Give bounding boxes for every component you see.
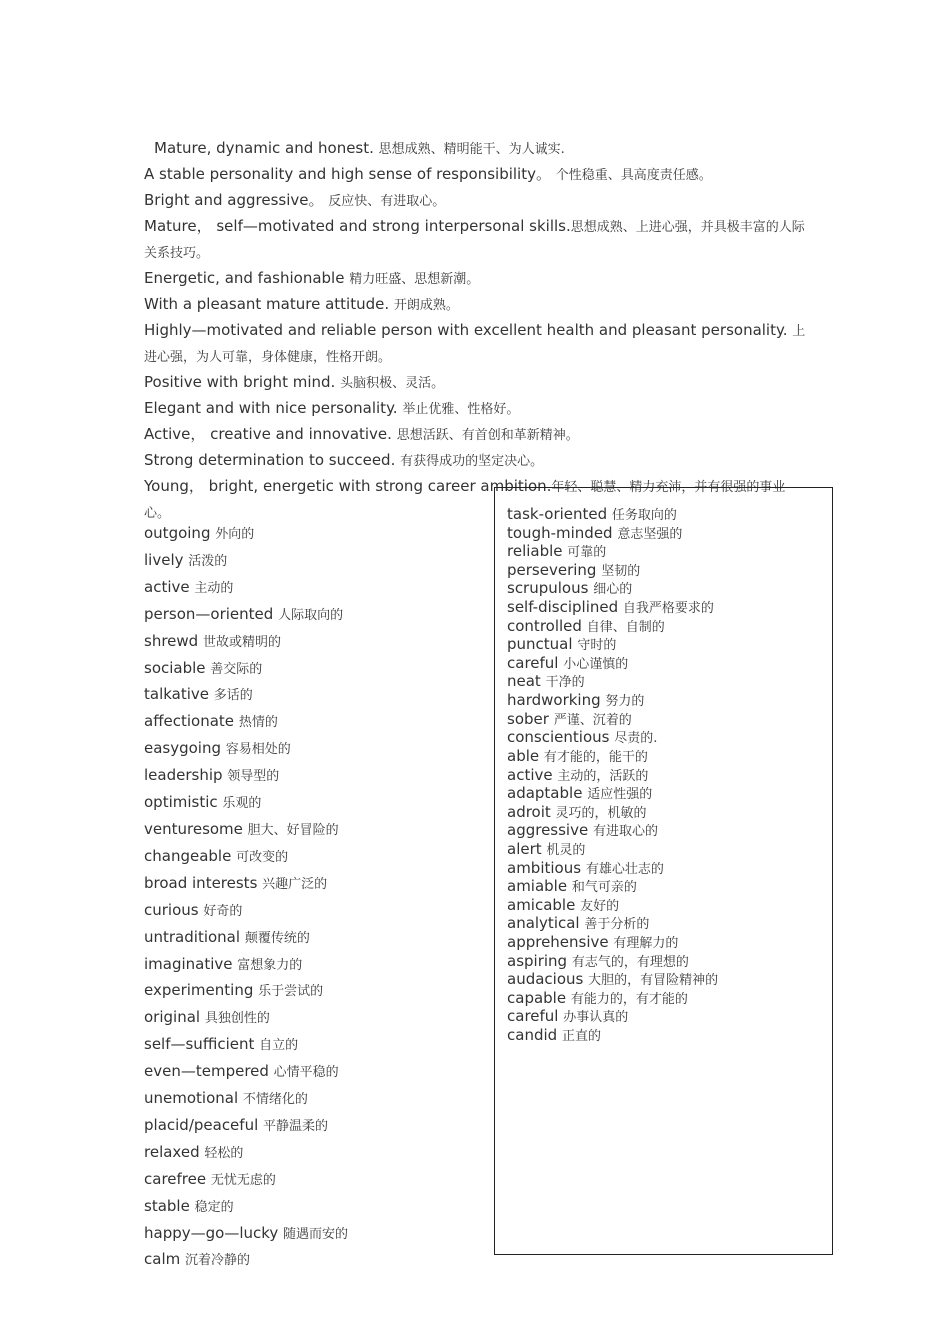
phrase-line-english: Highly—motivated and reliable person with excellent health and pleasant personality. xyxy=(144,321,793,339)
box-word-item xyxy=(507,878,718,897)
left-word-item xyxy=(144,1113,484,1140)
left-word-item-chinese: 富想象力的 xyxy=(237,957,303,973)
left-word-item-english: lively xyxy=(144,550,189,569)
left-word-item-english: talkative xyxy=(144,685,214,704)
box-word-item-english: adroit xyxy=(507,802,556,821)
box-word-item-english: apprehensive xyxy=(507,932,614,951)
box-word-item xyxy=(507,915,718,934)
box-word-item-english: controlled xyxy=(507,616,587,635)
box-word-item-chinese: 干净的 xyxy=(545,675,585,691)
box-word-item-chinese: 严谨、沉着的 xyxy=(553,712,632,728)
left-word-item-english: leadership xyxy=(144,766,228,785)
box-word-item-english: scrupulous xyxy=(507,579,594,598)
phrase-line xyxy=(144,396,808,422)
left-word-item-chinese: 自立的 xyxy=(259,1038,299,1054)
box-word-item-english: self-disciplined xyxy=(507,597,623,616)
box-word-item xyxy=(507,655,714,674)
left-word-item xyxy=(144,548,484,575)
phrase-line-chinese: 思想活跃、有首创和革新精神。 xyxy=(396,428,579,443)
phrase-line-chinese: 反应快、有进取心。 xyxy=(328,194,446,209)
box-word-item-chinese: 任务取向的 xyxy=(611,508,677,523)
left-word-item xyxy=(144,1032,484,1059)
left-word-item-chinese: 世故或精明的 xyxy=(202,634,281,650)
left-word-item-english: imaginative xyxy=(144,954,238,973)
left-word-item-chinese: 好奇的 xyxy=(203,903,243,919)
word-box-list-2 xyxy=(507,748,718,1046)
left-word-item xyxy=(144,817,484,844)
left-word-item xyxy=(144,1005,484,1032)
box-word-item-english: audacious xyxy=(507,970,589,989)
box-word-item xyxy=(507,543,714,562)
box-word-item-chinese: 意志坚强的 xyxy=(617,526,683,542)
left-word-item-english: person—oriented xyxy=(144,604,279,623)
box-word-item-chinese: 尽责的. xyxy=(614,731,658,747)
box-word-item-english: candid xyxy=(507,1025,562,1044)
phrase-line xyxy=(144,214,808,266)
phrase-line-english: Positive with bright mind. xyxy=(144,373,341,391)
left-word-item xyxy=(144,871,484,898)
box-word-item xyxy=(507,785,718,804)
box-word-item xyxy=(507,767,718,786)
left-word-item-english: broad interests xyxy=(144,873,263,892)
box-word-item xyxy=(507,860,718,879)
left-word-item xyxy=(144,952,484,979)
box-word-item xyxy=(507,580,714,599)
box-word-item-english: able xyxy=(507,747,544,765)
phrase-line xyxy=(144,370,808,396)
box-word-item-chinese: 细心的 xyxy=(593,582,633,598)
box-word-item-chinese: 自律、自制的 xyxy=(586,619,665,635)
box-word-item xyxy=(507,748,718,767)
box-word-item-english: careful xyxy=(507,1007,564,1026)
box-word-item-english: task-oriented xyxy=(507,505,612,523)
box-word-item xyxy=(507,525,714,544)
left-word-item-english: calm xyxy=(144,1250,185,1269)
box-word-item-english: adaptable xyxy=(507,784,588,803)
box-word-item xyxy=(507,711,714,730)
phrase-line-english: Strong determination to succeed. xyxy=(144,451,401,469)
box-word-item xyxy=(507,822,718,841)
left-word-list xyxy=(144,521,484,1274)
box-word-item xyxy=(507,673,714,692)
box-word-item-english: amiable xyxy=(507,877,572,896)
box-word-item xyxy=(507,506,714,525)
box-word-item-chinese: 有才能的，能干的 xyxy=(543,750,648,765)
phrase-line-chinese: 个性稳重、具高度责任感。 xyxy=(555,168,712,183)
left-word-item-english: untraditional xyxy=(144,927,245,946)
left-word-item-chinese: 随遇而安的 xyxy=(283,1226,349,1242)
box-word-item-chinese: 有进取心的 xyxy=(592,824,658,840)
left-word-item xyxy=(144,656,484,683)
phrase-line-chinese: 开朗成熟。 xyxy=(393,298,459,313)
left-word-item-english: outgoing xyxy=(144,524,216,542)
left-word-item-english: relaxed xyxy=(144,1142,205,1161)
box-word-item-english: reliable xyxy=(507,542,568,561)
left-word-item-english: affectionate xyxy=(144,712,239,731)
box-word-item-chinese: 有能力的，有才能的 xyxy=(570,991,688,1007)
left-word-item-english: original xyxy=(144,1008,205,1027)
box-word-item-chinese: 正直的 xyxy=(561,1028,601,1044)
phrase-line-english: Mature, dynamic and honest. xyxy=(154,139,379,157)
left-word-item-chinese: 热情的 xyxy=(238,715,278,731)
phrase-line-english: Elegant and with nice personality. xyxy=(144,399,403,417)
box-word-item xyxy=(507,934,718,953)
left-word-item-chinese: 容易相处的 xyxy=(225,742,291,758)
left-word-item-chinese: 轻松的 xyxy=(204,1145,244,1161)
left-word-item-chinese: 平静温柔的 xyxy=(263,1118,329,1134)
left-word-item-chinese: 善交际的 xyxy=(210,661,263,677)
left-word-item xyxy=(144,575,484,602)
left-word-item-chinese: 心情平稳的 xyxy=(273,1065,339,1081)
box-word-item-english: ambitious xyxy=(507,858,586,877)
box-word-item-english: neat xyxy=(507,672,546,691)
phrase-line xyxy=(144,188,808,214)
box-word-item-chinese: 守时的 xyxy=(577,638,617,654)
left-word-item xyxy=(144,521,484,548)
phrase-line xyxy=(144,292,808,318)
box-word-item xyxy=(507,692,714,711)
left-word-item-chinese: 无忧无虑的 xyxy=(210,1172,276,1188)
left-word-item-chinese: 胆大、好冒险的 xyxy=(247,822,339,838)
box-word-item-english: alert xyxy=(507,839,547,858)
left-word-item-chinese: 稳定的 xyxy=(194,1199,234,1215)
box-word-item-chinese: 小心谨慎的 xyxy=(563,656,629,672)
left-word-item-chinese: 主动的 xyxy=(194,580,234,596)
left-word-item xyxy=(144,709,484,736)
box-word-item-chinese: 友好的 xyxy=(580,898,620,914)
left-word-item-chinese: 多话的 xyxy=(213,688,253,704)
box-word-item xyxy=(507,953,718,972)
phrase-line-english: Young， bright, energetic with strong career ambition. xyxy=(144,477,552,495)
box-word-item xyxy=(507,729,714,748)
left-word-item xyxy=(144,602,484,629)
left-word-item-chinese: 领导型的 xyxy=(227,769,280,785)
box-word-item xyxy=(507,897,718,916)
box-word-item xyxy=(507,804,718,823)
left-word-item xyxy=(144,1167,484,1194)
box-word-item-chinese: 大胆的，有冒险精神的 xyxy=(588,973,719,989)
box-word-item xyxy=(507,841,718,860)
phrase-line-chinese: 有获得成功的坚定决心。 xyxy=(400,454,544,469)
phrase-line-english: A stable personality and high sense of responsibility。 xyxy=(144,165,556,183)
box-word-item-english: analytical xyxy=(507,914,585,933)
box-word-item xyxy=(507,618,714,637)
left-word-item-chinese: 人际取向的 xyxy=(278,607,344,623)
left-word-item-chinese: 可改变的 xyxy=(236,849,289,865)
left-word-item xyxy=(144,736,484,763)
left-word-item xyxy=(144,682,484,709)
box-word-item-chinese: 可靠的 xyxy=(567,545,607,561)
left-word-item-chinese: 沉着冷静的 xyxy=(185,1253,251,1269)
box-word-item-english: active xyxy=(507,765,558,784)
phrase-line-chinese: 举止优雅、性格好。 xyxy=(402,402,520,417)
box-word-item-chinese: 主动的，活跃的 xyxy=(557,768,649,784)
left-word-item xyxy=(144,978,484,1005)
phrase-line-english: With a pleasant mature attitude. xyxy=(144,295,394,313)
phrase-line xyxy=(144,422,808,448)
left-word-item-chinese: 颠覆传统的 xyxy=(244,930,310,946)
left-word-item xyxy=(144,629,484,656)
box-word-item-chinese: 有雄心壮志的 xyxy=(585,861,664,877)
phrase-line-chinese: 年轻、聪慧、精力充沛，并有很强的事业心。 xyxy=(144,480,786,521)
left-word-item xyxy=(144,763,484,790)
left-word-item-english: optimistic xyxy=(144,793,223,812)
left-word-item-english: even—tempered xyxy=(144,1062,274,1081)
word-box-list-1 xyxy=(507,506,714,748)
left-word-item-english: changeable xyxy=(144,846,237,865)
left-word-item-chinese: 兴趣广泛的 xyxy=(262,876,328,892)
box-word-item-english: conscientious xyxy=(507,728,615,747)
box-word-item xyxy=(507,990,718,1009)
box-word-item-chinese: 有志气的，有理想的 xyxy=(571,954,689,970)
left-word-item-english: easygoing xyxy=(144,739,226,758)
left-word-item-chinese: 活泼的 xyxy=(188,553,228,569)
box-word-item-english: punctual xyxy=(507,635,578,654)
phrase-list xyxy=(144,136,808,526)
box-word-item-english: aspiring xyxy=(507,951,572,970)
word-box xyxy=(494,487,833,1255)
box-word-item-chinese: 有理解力的 xyxy=(613,935,679,951)
box-word-item-chinese: 机灵的 xyxy=(546,842,586,858)
left-word-item xyxy=(144,1140,484,1167)
left-word-item-chinese: 乐观的 xyxy=(222,796,262,812)
phrase-line-chinese: 思想成熟、上进心强，并具极丰富的人际关系技巧。 xyxy=(144,220,805,261)
phrase-line xyxy=(144,162,808,188)
box-word-item xyxy=(507,562,714,581)
box-word-item-english: persevering xyxy=(507,560,602,579)
box-word-item-chinese: 办事认真的 xyxy=(563,1010,629,1026)
left-word-item-chinese: 不情绪化的 xyxy=(242,1092,308,1108)
box-word-item-english: careful xyxy=(507,653,564,672)
box-word-item-english: amicable xyxy=(507,895,581,914)
box-word-item-chinese: 善于分析的 xyxy=(584,917,650,933)
box-word-item xyxy=(507,1008,718,1027)
box-word-item-chinese: 和气可亲的 xyxy=(571,880,637,896)
left-word-item xyxy=(144,925,484,952)
phrase-line-english: Active， creative and innovative. xyxy=(144,425,397,443)
left-word-item xyxy=(144,790,484,817)
box-word-item-chinese: 适应性强的 xyxy=(587,787,653,803)
left-word-item-english: experimenting xyxy=(144,981,259,1000)
left-word-item xyxy=(144,1086,484,1113)
box-word-item-chinese: 坚韧的 xyxy=(601,563,641,579)
phrase-line-english: Bright and aggressive。 xyxy=(144,191,329,209)
left-word-item xyxy=(144,1194,484,1221)
left-word-item-english: sociable xyxy=(144,658,211,677)
phrase-line-chinese: 精力旺盛、思想新潮。 xyxy=(349,272,480,287)
box-word-item xyxy=(507,971,718,990)
left-word-item-english: stable xyxy=(144,1196,195,1215)
left-word-item-english: curious xyxy=(144,900,204,919)
box-word-item-english: aggressive xyxy=(507,821,593,840)
phrase-line xyxy=(144,448,808,474)
box-word-item-chinese: 灵巧的，机敏的 xyxy=(555,805,647,821)
box-word-item-english: capable xyxy=(507,988,571,1007)
box-word-item-english: tough-minded xyxy=(507,523,618,542)
phrase-line xyxy=(144,318,808,370)
left-word-item-chinese: 乐于尝试的 xyxy=(258,984,324,1000)
left-word-item-english: placid/peaceful xyxy=(144,1115,264,1134)
box-word-item xyxy=(507,636,714,655)
left-word-item-english: self—sufficient xyxy=(144,1035,260,1054)
left-word-item-english: carefree xyxy=(144,1169,211,1188)
phrase-line xyxy=(144,266,808,292)
box-word-item-english: sober xyxy=(507,709,554,728)
box-word-item xyxy=(507,1027,718,1046)
left-word-item-chinese: 外向的 xyxy=(215,527,255,542)
left-word-item-english: happy—go—lucky xyxy=(144,1223,284,1242)
left-word-item-english: shrewd xyxy=(144,631,203,650)
phrase-line-chinese: 头脑积极、灵活。 xyxy=(340,376,445,391)
left-word-item-english: venturesome xyxy=(144,819,248,838)
phrase-line-chinese: 思想成熟、精明能干、为人诚实. xyxy=(378,142,565,157)
box-word-item-chinese: 努力的 xyxy=(605,693,645,709)
phrase-line-english: Energetic, and fashionable xyxy=(144,269,350,287)
box-word-item xyxy=(507,599,714,618)
phrase-line-english: Mature， self—motivated and strong interpersonal skills. xyxy=(144,217,571,235)
left-word-item-english: active xyxy=(144,577,195,596)
box-word-item-chinese: 自我严格要求的 xyxy=(622,600,714,616)
left-word-item xyxy=(144,898,484,925)
phrase-line-chinese: 上进心强，为人可靠，身体健康，性格开朗。 xyxy=(144,324,806,365)
left-word-item xyxy=(144,844,484,871)
left-word-item xyxy=(144,1221,484,1248)
box-word-item-english: hardworking xyxy=(507,690,606,709)
left-word-item xyxy=(144,1247,484,1274)
phrase-line xyxy=(144,136,808,162)
left-word-item-english: unemotional xyxy=(144,1089,243,1108)
left-word-item-chinese: 具独创性的 xyxy=(204,1011,270,1027)
left-word-item xyxy=(144,1059,484,1086)
